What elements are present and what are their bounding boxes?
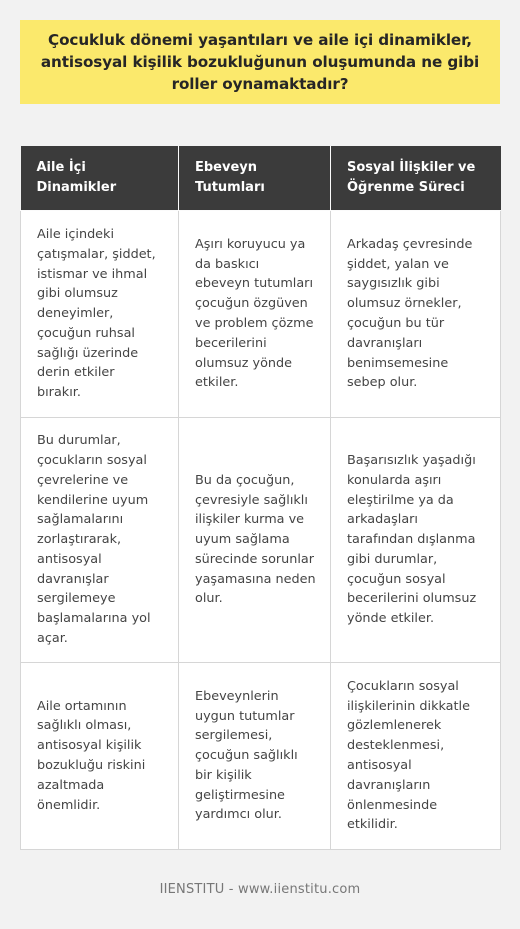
table-cell: Aile ortamının sağlıklı olması, antisosyal kişilik bozukluğu riskini azaltmada önemlidir. xyxy=(21,663,179,850)
comparison-table xyxy=(20,146,501,850)
table-cell: Ebeveynlerin uygun tutumlar sergilemesi, çocuğun sağlıklı bir kişilik geliştirmesine yardımcı olur. xyxy=(179,663,331,850)
column-header-parent-attitudes: Ebeveyn Tutumları xyxy=(179,146,331,211)
table-cell: Arkadaş çevresinde şiddet, yalan ve saygısızlık gibi olumsuz örnekler, çocuğun bu tür davranışları benimsemesine sebep olur. xyxy=(331,211,501,418)
table-row xyxy=(21,663,501,850)
table-cell: Aşırı koruyucu ya da baskıcı ebeveyn tutumları çocuğun özgüven ve problem çözme becerilerini olumsuz yönde etkiler. xyxy=(179,211,331,418)
table-cell: Başarısızlık yaşadığı konularda aşırı eleştirilme ya da arkadaşları tarafından dışlanma gibi durumlar, çocuğun sosyal becerilerini olumsuz yönde etkiler. xyxy=(331,418,501,663)
table-cell: Çocukların sosyal ilişkilerinin dikkatle gözlemlenerek desteklenmesi, antisosyal davranışların önlenmesinde etkilidir. xyxy=(331,663,501,850)
table-row xyxy=(21,418,501,663)
column-header-family-dynamics: Aile İçi Dinamikler xyxy=(21,146,179,211)
table-cell: Aile içindeki çatışmalar, şiddet, istismar ve ihmal gibi olumsuz deneyimler, çocuğun ruhsal sağlığı üzerinde derin etkiler bırakır. xyxy=(21,211,179,418)
table-header-row xyxy=(21,146,501,211)
table-cell: Bu durumlar, çocukların sosyal çevrelerine ve kendilerine uyum sağlamalarını zorlaştırarak, antisosyal davranışlar sergilemeye başlamalarına yol açar. xyxy=(21,418,179,663)
page-title: Çocukluk dönemi yaşantıları ve aile içi dinamikler, antisosyal kişilik bozukluğunun oluşumunda ne gibi roller oynamaktadır? xyxy=(40,31,480,93)
column-header-social-relations: Sosyal İlişkiler ve Öğrenme Süreci xyxy=(331,146,501,211)
table-cell: Bu da çocuğun, çevresiyle sağlıklı ilişkiler kurma ve uyum sağlama sürecinde sorunlar yaşamasına neden olur. xyxy=(179,418,331,663)
table-row xyxy=(21,211,501,418)
footer-credit: IIENSTITU - www.iienstitu.com xyxy=(159,882,361,897)
title-banner xyxy=(20,20,500,104)
